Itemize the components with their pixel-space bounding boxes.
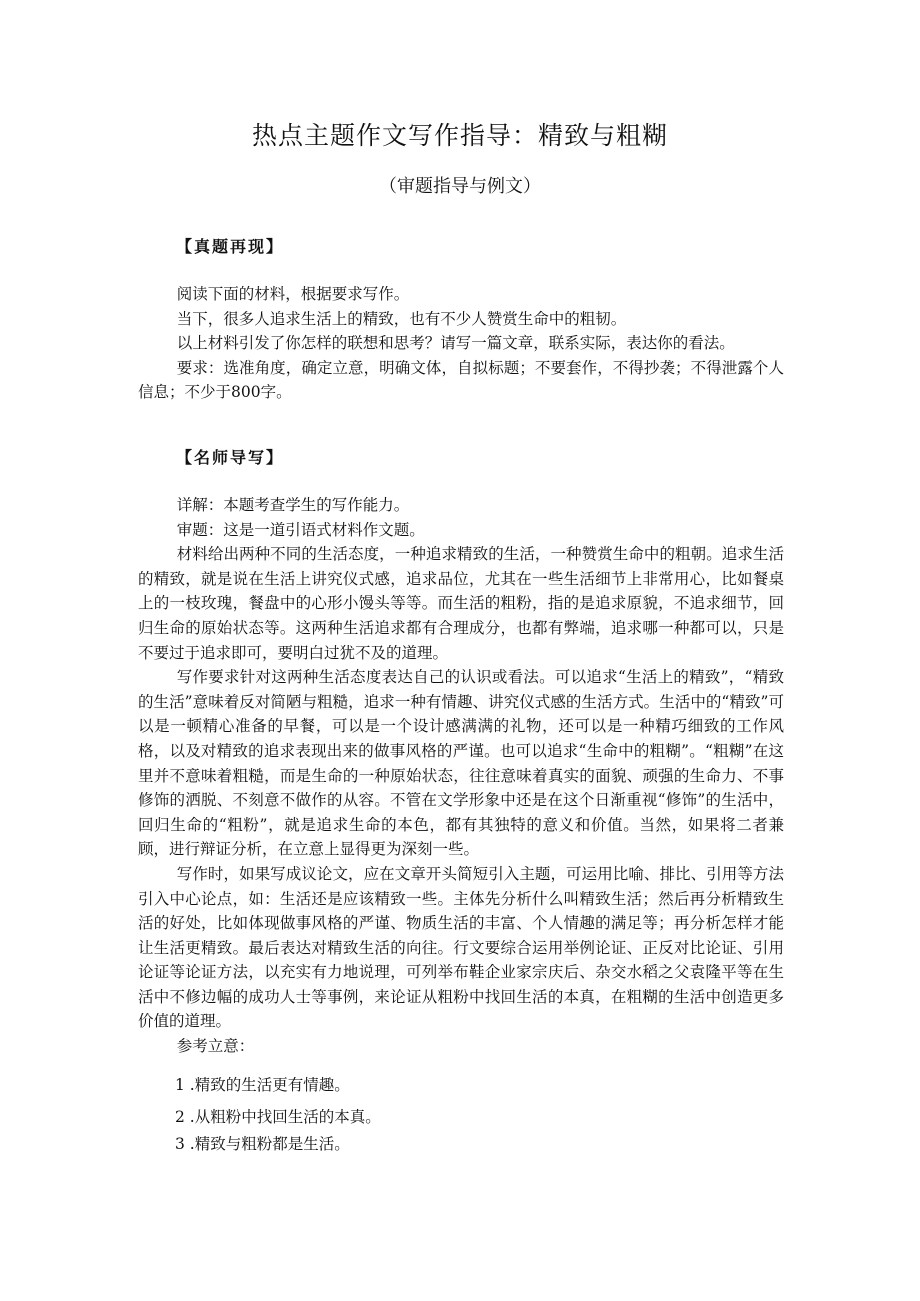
paragraph: 参考立意： [176, 1037, 255, 1056]
section-teacher-guide-body [138, 493, 784, 1059]
section-heading-teacher-guide: 【名师导写】 [176, 448, 285, 467]
paragraph: 当下，很多人追求生活上的精致，也有不少人赞赏生命中的粗韧。 [176, 309, 627, 328]
list-item: 2 .从粗粉中找回生活的本真。 [175, 1108, 381, 1126]
page-title: 热点主题作文写作指导：精致与粗糊 [251, 121, 668, 150]
paragraph: 详解：本题考查学生的写作能力。 [176, 496, 410, 514]
paragraph: 审题：这是一道引语式材料作文题。 [176, 520, 425, 539]
paragraph: 写作要求针对这两种生活态度表达自己的认识或看法。可以追求“生活上的精致”，“精致的生活”意味着反对简陋与粗糙，追求一种有情趣、讲究仪式感的生活方式。生活中的“精致”可以是一顿精心准备的早餐，可以是一个设计感满满的礼物，还可以是一种精巧细致的工作风格，以及对精致的追求表现出来的做事风格的严谨。也可以追求“生命中的粗糊”。“粗糊”在这里并不意味着粗糙，而是生命的一种原始状态，往往意味着真实的面貌、顽强的生命力、不事修饰的洒脱、不刻意不做作的从容。不管在文学形象中还是在这个日渐重视“修饰”的生活中，回归生命的“粗粉”，就是追求生命的本色，都有其独特的意义和价值。当然，如果将二者兼顾，进行辩证分析，在立意上显得更为深刻一些。 [138, 668, 784, 859]
paragraph: 阅读下面的材料，根据要求写作。 [176, 285, 410, 303]
paragraph: 以上材料引发了你怎样的联想和思考？请写一篇文章，联系实际，表达你的看法。 [176, 334, 735, 353]
list-item: 3 .精致与粗粉都是生活。 [175, 1135, 350, 1153]
reference-list [175, 1073, 381, 1159]
list-item: 1 .精致的生活更有情趣。 [175, 1076, 350, 1094]
section-real-question-body [138, 282, 784, 405]
paragraph: 要求：选准角度，确定立意，明确文体，自拟标题；不要套作，不得抄袭；不得泄露个人信息；不少于800字。 [138, 358, 784, 402]
paragraph: 写作时，如果写成议论文，应在文章开头简短引入主题，可运用比喻、排比、引用等方法引入中心论点，如：生活还是应该精致一些。主体先分析什么叫精致生活；然后再分析精致生活的好处，比如体现做事风格的严谨、物质生活的丰富、个人情趣的满足等；再分析怎样才能让生活更精致。最后表达对精致生活的向往。行文要综合运用举例论证、正反对比论证、引用论证等论证方法，以充实有力地说理，可列举布鞋企业家宗庆后、杂交水稻之父袁隆平等在生活中不修边幅的成功人士等事例，来论证从粗粉中找回生活的本真，在粗糊的生活中创造更多价值的道理。 [138, 864, 784, 1031]
section-heading-real-question: 【真题再现】 [176, 237, 285, 256]
page-subtitle: （审题指导与例文） [379, 176, 541, 197]
paragraph: 材料给出两种不同的生活态度，一种追求精致的生活，一种赞赏生命中的粗朝。追求生活的精致，就是说在生活上讲究仪式感，追求品位，尤其在一些生活细节上非常用心，比如餐桌上的一枝玫瑰，餐盘中的心形小馒头等等。而生活的粗粉，指的是追求原貌，不追求细节，回归生命的原始状态等。这两种生活追求都有合理成分，也都有弊端，追求哪一种都可以，只是不要过于追求即可，要明白过犹不及的道理。 [138, 545, 784, 662]
